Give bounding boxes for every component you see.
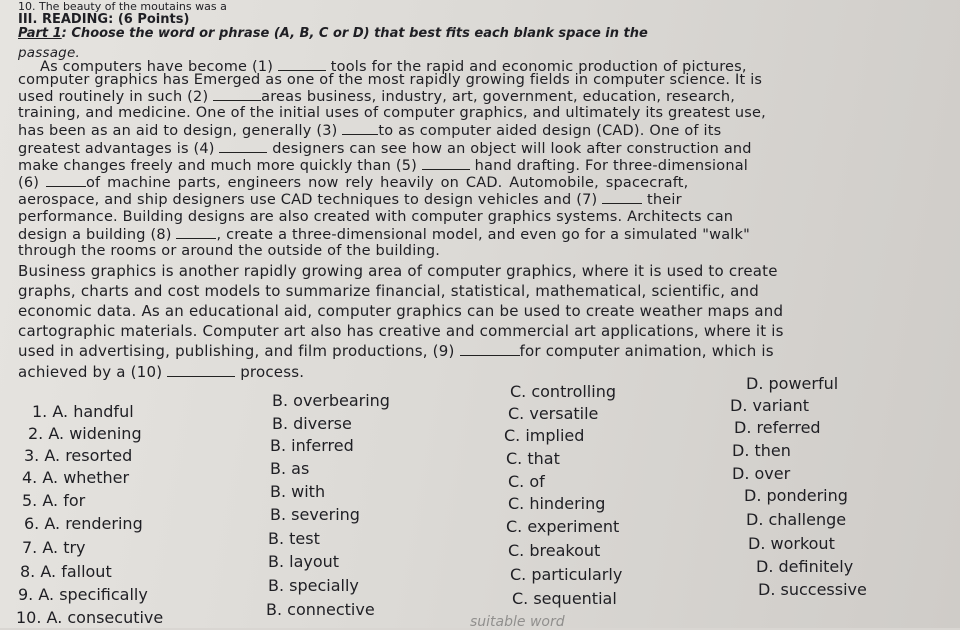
option-6d[interactable]: D. pondering	[744, 486, 848, 505]
option-4b[interactable]: B. as	[270, 459, 310, 478]
option-10d[interactable]: D. successive	[758, 580, 867, 599]
instruction-text: : Choose the word or phrase (A, B, C or D) that best fits each blank space in the	[61, 26, 648, 41]
text: (6)	[18, 175, 40, 191]
passage-line-8	[18, 174, 688, 191]
blank-3[interactable]	[342, 122, 378, 135]
blank-8[interactable]	[176, 226, 216, 239]
blank-4[interactable]	[219, 140, 267, 153]
option-5d[interactable]: D. over	[732, 464, 791, 483]
passage-line-17	[18, 342, 774, 360]
passage-line-14: graphs, charts and cost models to summarize financial, statistical, mathematical, scientific, and	[18, 282, 759, 300]
text: process.	[240, 363, 305, 381]
text: greatest advantages is (4)	[18, 141, 215, 157]
text: used routinely in such (2)	[18, 89, 209, 105]
option-9a[interactable]: 9. A. specifically	[18, 585, 148, 604]
blank-1[interactable]	[278, 58, 326, 71]
text: used in advertising, publishing, and film productions, (9)	[18, 342, 455, 360]
blank-10[interactable]	[167, 364, 235, 377]
option-5a[interactable]: 5. A. for	[22, 491, 86, 510]
passage-line-3	[18, 88, 735, 105]
option-9b[interactable]: B. specially	[268, 576, 359, 595]
text: achieved by a (10)	[18, 363, 163, 381]
passage-line-4: training, and medicine. One of the initial uses of computer graphics, and ultimately its greatest use,	[18, 105, 766, 121]
option-5b[interactable]: B. with	[270, 482, 326, 501]
text: , create a three-dimensional model, and even go for a simulated "walk"	[216, 227, 750, 243]
option-2d[interactable]: D. variant	[730, 396, 810, 415]
option-6a[interactable]: 6. A. rendering	[24, 514, 143, 533]
text: tools for the rapid and economic production of pictures,	[330, 59, 747, 75]
blank-7[interactable]	[602, 191, 642, 204]
text: their	[647, 192, 682, 208]
text: of machine parts, engineers now rely heavily on CAD. Automobile, spacecraft,	[85, 175, 689, 191]
option-3b[interactable]: B. inferred	[270, 436, 354, 455]
option-2a[interactable]: 2. A. widening	[28, 424, 142, 443]
option-6c[interactable]: C. hindering	[508, 494, 606, 513]
section-heading-text: III. READING: (6 Points)	[18, 12, 190, 27]
option-9c[interactable]: C. particularly	[510, 565, 623, 584]
passage-line-9	[18, 191, 682, 208]
passage-line-2: computer graphics has Emerged as one of the most rapidly growing fields in computer science. It is	[18, 72, 763, 88]
option-3a[interactable]: 3. A. resorted	[24, 446, 133, 465]
passage-line-10: performance. Building designs are also created with computer graphics systems. Architects can	[18, 209, 734, 225]
option-1c[interactable]: C. controlling	[510, 382, 616, 401]
instruction-line	[18, 26, 648, 41]
previous-question-fragment: 10. The beauty of the moutains was a	[18, 0, 227, 13]
text: aerospace, and ship designers use CAD techniques to design vehicles and (7)	[18, 192, 598, 208]
text: has been as an aid to design, generally (3)	[18, 123, 338, 139]
option-8b[interactable]: B. layout	[268, 552, 340, 571]
passage-line-15: economic data. As an educational aid, computer graphics can be used to create weather maps and	[18, 302, 784, 320]
option-3c[interactable]: C. implied	[504, 426, 585, 445]
option-8a[interactable]: 8. A. fallout	[20, 562, 112, 581]
text: designers can see how an object will look after construction and	[272, 141, 752, 157]
section-heading	[18, 12, 189, 27]
passage-line-6	[18, 140, 752, 157]
text: hand drafting. For three-dimensional	[474, 158, 749, 174]
option-1b[interactable]: B. overbearing	[272, 391, 390, 410]
text: to as computer aided design (CAD). One of its	[378, 123, 722, 139]
text: As computers have become (1)	[40, 59, 274, 75]
option-4a[interactable]: 4. A. whether	[22, 468, 130, 487]
option-1a[interactable]: 1. A. handful	[32, 402, 134, 421]
option-7a[interactable]: 7. A. try	[22, 538, 86, 557]
option-10c[interactable]: C. sequential	[512, 589, 617, 608]
option-4d[interactable]: D. then	[732, 441, 791, 460]
option-7d[interactable]: D. challenge	[746, 510, 847, 529]
option-1d[interactable]: D. powerful	[746, 374, 839, 393]
text: design a building (8)	[18, 227, 172, 243]
blank-6[interactable]	[46, 174, 86, 187]
option-10b[interactable]: B. connective	[266, 600, 375, 619]
passage-line-16: cartographic materials. Computer art also has creative and commercial art applications, where it is	[18, 322, 784, 340]
passage-line-11	[18, 226, 750, 243]
option-10a[interactable]: 10. A. consecutive	[16, 608, 164, 627]
option-7c[interactable]: C. experiment	[506, 517, 620, 536]
option-2c[interactable]: C. versatile	[508, 404, 599, 423]
passage-line-18	[18, 363, 304, 381]
option-7b[interactable]: B. test	[268, 529, 320, 548]
text: make changes freely and much more quickly than (5)	[18, 158, 418, 174]
blank-9[interactable]	[460, 343, 520, 356]
text: for computer animation, which is	[519, 342, 774, 360]
option-6b[interactable]: B. severing	[270, 505, 360, 524]
passage-word: passage.	[18, 45, 80, 61]
option-4c[interactable]: C. that	[506, 449, 560, 468]
option-5c[interactable]: C. of	[508, 472, 545, 491]
blank-5[interactable]	[422, 157, 470, 170]
text: areas business, industry, art, government, education, research,	[261, 89, 736, 105]
passage-line-13: Business graphics is another rapidly growing area of computer graphics, where it is used to create	[18, 262, 778, 280]
blank-2[interactable]	[213, 88, 261, 101]
option-2b[interactable]: B. diverse	[272, 414, 352, 433]
part-label: Part 1	[18, 26, 62, 41]
option-8d[interactable]: D. workout	[748, 534, 835, 553]
option-3d[interactable]: D. referred	[734, 418, 821, 437]
passage-line-7	[18, 157, 748, 174]
passage-line-12: through the rooms or around the outside of the building.	[18, 243, 441, 259]
option-9d[interactable]: D. definitely	[756, 557, 854, 576]
next-section-fragment: suitable word	[470, 614, 565, 630]
option-8c[interactable]: C. breakout	[508, 541, 601, 560]
passage-line-5	[18, 122, 721, 139]
